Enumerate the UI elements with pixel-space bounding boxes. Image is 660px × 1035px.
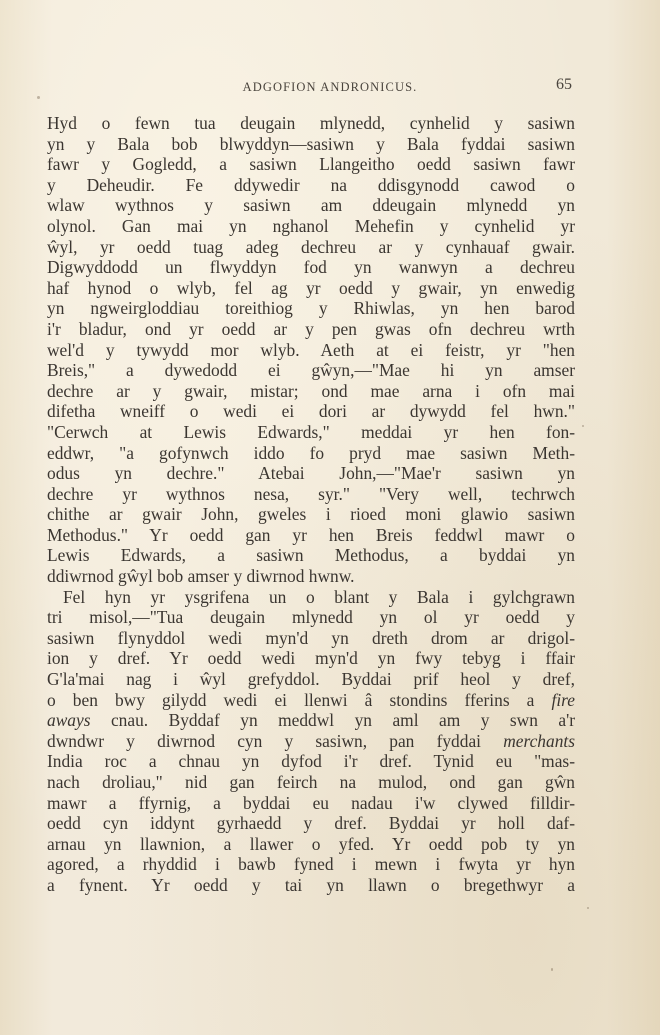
text-line: Hyd o fewn tua deugain mlynedd, cynhelid y sasiwn <box>47 113 575 133</box>
text-line-mixed <box>47 731 575 752</box>
text-line: eddwr, "a gofynwch iddo fo pryd mae sasiwn Meth- <box>47 442 575 463</box>
text-line: i'r bladur, ond yr oedd ar y pen gwas ofn dechreu wrth <box>47 318 575 339</box>
text-line: sasiwn flynyddol wedi myn'd yn dreth drom ar drigol- <box>47 627 575 648</box>
text-line: dechre ar y gwair, mistar; ond mae arna i ofn mai <box>47 380 575 401</box>
text-line: mawr a ffyrnig, a byddai eu nadau i'w clywed filldir- <box>47 792 575 813</box>
text-line: arnau yn llawnion, a llawer o yfed. Yr oedd pob ty yn <box>47 833 575 854</box>
paragraph-end-line: ddiwrnod gŵyl bob amser y diwrnod hwnw. <box>47 566 355 587</box>
text-line: agored, a rhyddid i bawb fyned i mewn i fwyta yr hyn <box>47 854 575 875</box>
paper-speck <box>587 907 589 909</box>
text-line: Digwyddodd un flwyddyn fod yn wanwyn a dechreu <box>47 257 575 278</box>
paper-speck <box>551 968 553 971</box>
text-line: Methodus." Yr oedd gan yr hen Breis feddwl mawr o <box>47 524 575 545</box>
text-line: haf hynod o wlyb, fel ag yr oedd y gwair, yn enwedig <box>47 277 575 298</box>
text-line: Lewis Edwards, a sasiwn Methodus, a byddai yn <box>47 545 575 566</box>
text-line: chithe ar gwair John, gweles i rioed moni glawio sasiwn <box>47 504 575 525</box>
line-text: cnau. Byddaf yn meddwl yn aml am y swn a'r <box>90 710 575 731</box>
text-line: Breis," a dywedodd ei gŵyn,—"Mae hi yn amser <box>47 360 575 381</box>
text-line-mixed <box>47 690 575 711</box>
italic-word: merchants <box>503 730 575 751</box>
running-title: ADGOFION ANDRONICUS. <box>242 80 418 94</box>
text-line: "Cerwch at Lewis Edwards," meddai yr hen fon- <box>47 421 575 442</box>
italic-word: fire <box>551 689 575 710</box>
paper-speck <box>582 425 584 427</box>
page-number: 65 <box>556 76 572 93</box>
text-line: difetha wneiff o wedi ei dori ar dywydd fel hwn." <box>47 401 575 422</box>
text-line: nach droliau," nid gan feirch na mulod, ond gan gŵn <box>47 772 575 792</box>
text-line: wel'd y tywydd mor wlyb. Aeth at ei feistr, yr "hen <box>47 339 575 360</box>
text-line: wlaw wythnos y sasiwn am ddeugain mlynedd yn <box>47 195 575 216</box>
italic-word: aways <box>47 710 91 731</box>
text-line: oedd cyn iddynt gyrhaedd y dref. Byddai yr holl daf- <box>47 813 575 834</box>
text-line: fawr y Gogledd, a sasiwn Llangeitho oedd sasiwn fawr <box>47 154 575 175</box>
line-text: dwndwr y diwrnod cyn y sasiwn, pan fyddai <box>47 730 504 751</box>
page-header <box>0 76 660 98</box>
text-line-mixed <box>47 710 575 731</box>
text-line: G'la'mai nag i ŵyl grefyddol. Byddai prif heol y dref, <box>47 669 575 690</box>
text-line: ŵyl, yr oedd tuag adeg dechreu ar y cynhauaf gwair. <box>47 236 575 257</box>
text-line: tri misol,—"Tua deugain mlynedd yn ol yr oedd y <box>47 607 575 628</box>
text-line: olynol. Gan mai yn nghanol Mehefin y cynhelid yr <box>47 215 575 236</box>
text-line: yn y Bala bob blwyddyn—sasiwn y Bala fyddai sasiwn <box>47 133 575 154</box>
body-text <box>47 113 575 896</box>
text-line: a fynent. Yr oedd y tai yn llawn o bregethwyr a <box>47 874 575 895</box>
text-line: ion y dref. Yr oedd wedi myn'd yn fwy tebyg i ffair <box>47 648 575 669</box>
paragraph-start-line: Fel hyn yr ysgrifena un o blant y Bala i gylchgrawn <box>63 586 575 607</box>
paper-speck <box>37 96 40 99</box>
text-line: dechre yr wythnos nesa, syr." "Very well, techrwch <box>47 483 575 504</box>
text-line: India roc a chnau yn dyfod i'r dref. Tynid eu "mas- <box>47 751 575 772</box>
text-line: odus yn dechre." Atebai John,—"Mae'r sasiwn yn <box>47 463 575 484</box>
text-line: yn ngweirgloddiau toreithiog y Rhiwlas, yn hen barod <box>47 298 575 319</box>
line-text: o ben bwy gilydd wedi ei llenwi â stondins fferins a <box>47 689 552 710</box>
text-line: y Deheudir. Fe ddywedir na ddisgynodd cawod o <box>47 174 575 195</box>
